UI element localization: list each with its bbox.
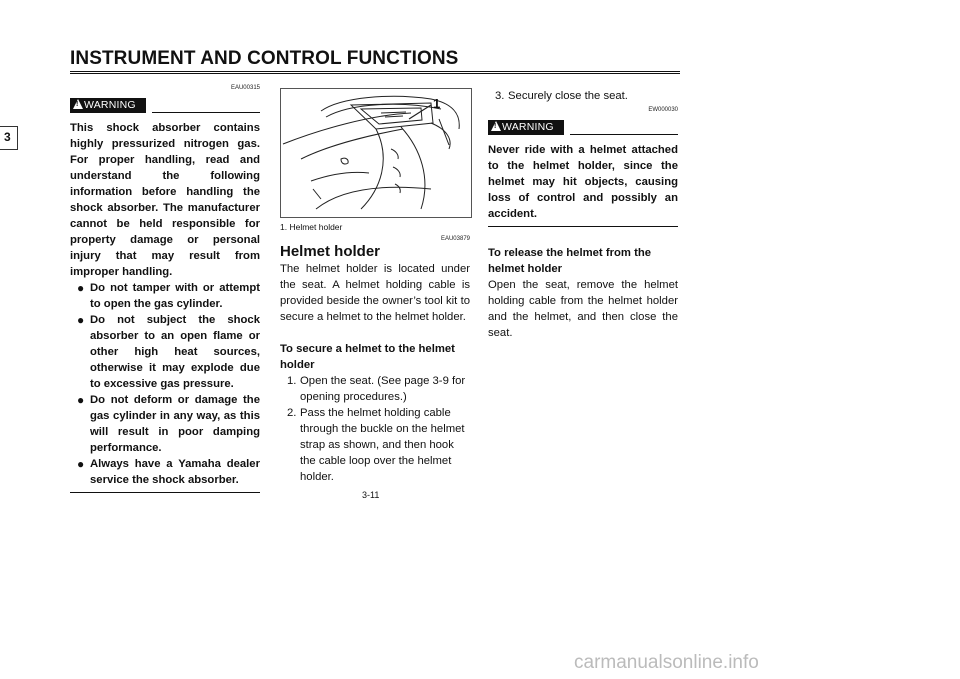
chapter-tab-number: 3	[4, 130, 11, 144]
bullet-icon: ●	[77, 313, 85, 327]
bullet-icon: ●	[77, 457, 85, 471]
bullet-text: Do not subject the shock absorber to an open flame or other high heat sources, otherwise it may explode due to excessive gas pressure.	[90, 314, 260, 390]
warning-end-rule	[488, 226, 678, 227]
bullet-item	[70, 392, 260, 456]
step-item	[280, 373, 470, 405]
step-item	[488, 88, 678, 104]
warning-badge	[488, 120, 564, 135]
section-code: EW000030	[648, 107, 678, 113]
bullet-text: Do not deform or damage the gas cylinder in any way, as this will result in poor damping performance.	[90, 394, 260, 454]
warning-rule	[152, 112, 260, 113]
warning-label: WARNING	[502, 121, 554, 133]
procedure-subhead: To secure a helmet to the helmet holder	[280, 343, 455, 371]
helmet-holder-figure	[280, 88, 472, 218]
step-text: Securely close the seat.	[508, 90, 628, 102]
warning-triangle-icon	[73, 99, 83, 109]
warning-intro: This shock absorber contains highly pressurized nitrogen gas. For proper handling, read and understand the following information before handling the shock absorber. The manufacturer cannot be held responsible for property damage or personal injury that may result from improper handling.	[70, 122, 260, 278]
step-text: Pass the helmet holding cable through the buckle on the helmet strap as shown, and then hook the cable loop over the helmet holder.	[300, 407, 465, 483]
step-number: 2.	[287, 407, 297, 419]
step-number: 1.	[287, 375, 297, 387]
warning-badge	[70, 98, 146, 113]
column-2	[280, 84, 470, 485]
warning-body	[70, 120, 260, 488]
helmet-holder-illustration	[281, 89, 471, 217]
warning-text: Never ride with a helmet attached to the helmet holder, since the helmet may hit objects, causing loss of control and possibly an accident.	[488, 144, 678, 220]
chapter-tab	[0, 126, 18, 150]
step-item	[280, 405, 470, 485]
warning-bullets	[70, 280, 260, 488]
page-number: 3-11	[362, 490, 380, 500]
bullet-text: Always have a Yamaha dealer service the shock absorber.	[90, 458, 260, 486]
section-body: The helmet holder is located under the seat. A helmet holding cable is provided beside the owner’s tool kit to secure a helmet to the helmet holder.	[280, 263, 470, 323]
figure-callout: 1	[433, 96, 441, 111]
section-body: Open the seat, remove the helmet holding cable from the helmet holder and the helmet, and then close the seat.	[488, 279, 678, 339]
bullet-item	[70, 280, 260, 312]
procedure-steps-continued	[488, 88, 678, 104]
bullet-text: Do not tamper with or attempt to open the gas cylinder.	[90, 282, 260, 310]
procedure-subhead: To release the helmet from the helmet holder	[488, 247, 652, 275]
warning-label: WARNING	[84, 99, 136, 111]
step-text: Open the seat. (See page 3-9 for opening procedures.)	[300, 375, 466, 403]
section-title: Helmet holder	[280, 243, 381, 260]
warning-triangle-icon	[491, 121, 501, 131]
column-3	[488, 84, 678, 341]
bullet-item	[70, 312, 260, 392]
warning-header	[70, 92, 260, 114]
figure-caption: 1. Helmet holder	[280, 222, 343, 232]
warning-header	[488, 114, 678, 136]
step-number: 3.	[495, 90, 505, 102]
bullet-item	[70, 456, 260, 488]
warning-body	[488, 142, 678, 222]
watermark: carmanualsonline.info	[574, 652, 759, 673]
bullet-icon: ●	[77, 281, 85, 295]
procedure-steps	[280, 373, 470, 485]
warning-rule	[570, 134, 678, 135]
header-rule	[70, 71, 680, 74]
warning-end-rule	[70, 492, 260, 493]
section-code: EAU03879	[440, 236, 470, 242]
column-1	[70, 84, 260, 493]
section-code: EAU00315	[230, 85, 260, 91]
bullet-icon: ●	[77, 393, 85, 407]
page-header-title: INSTRUMENT AND CONTROL FUNCTIONS	[70, 48, 459, 69]
